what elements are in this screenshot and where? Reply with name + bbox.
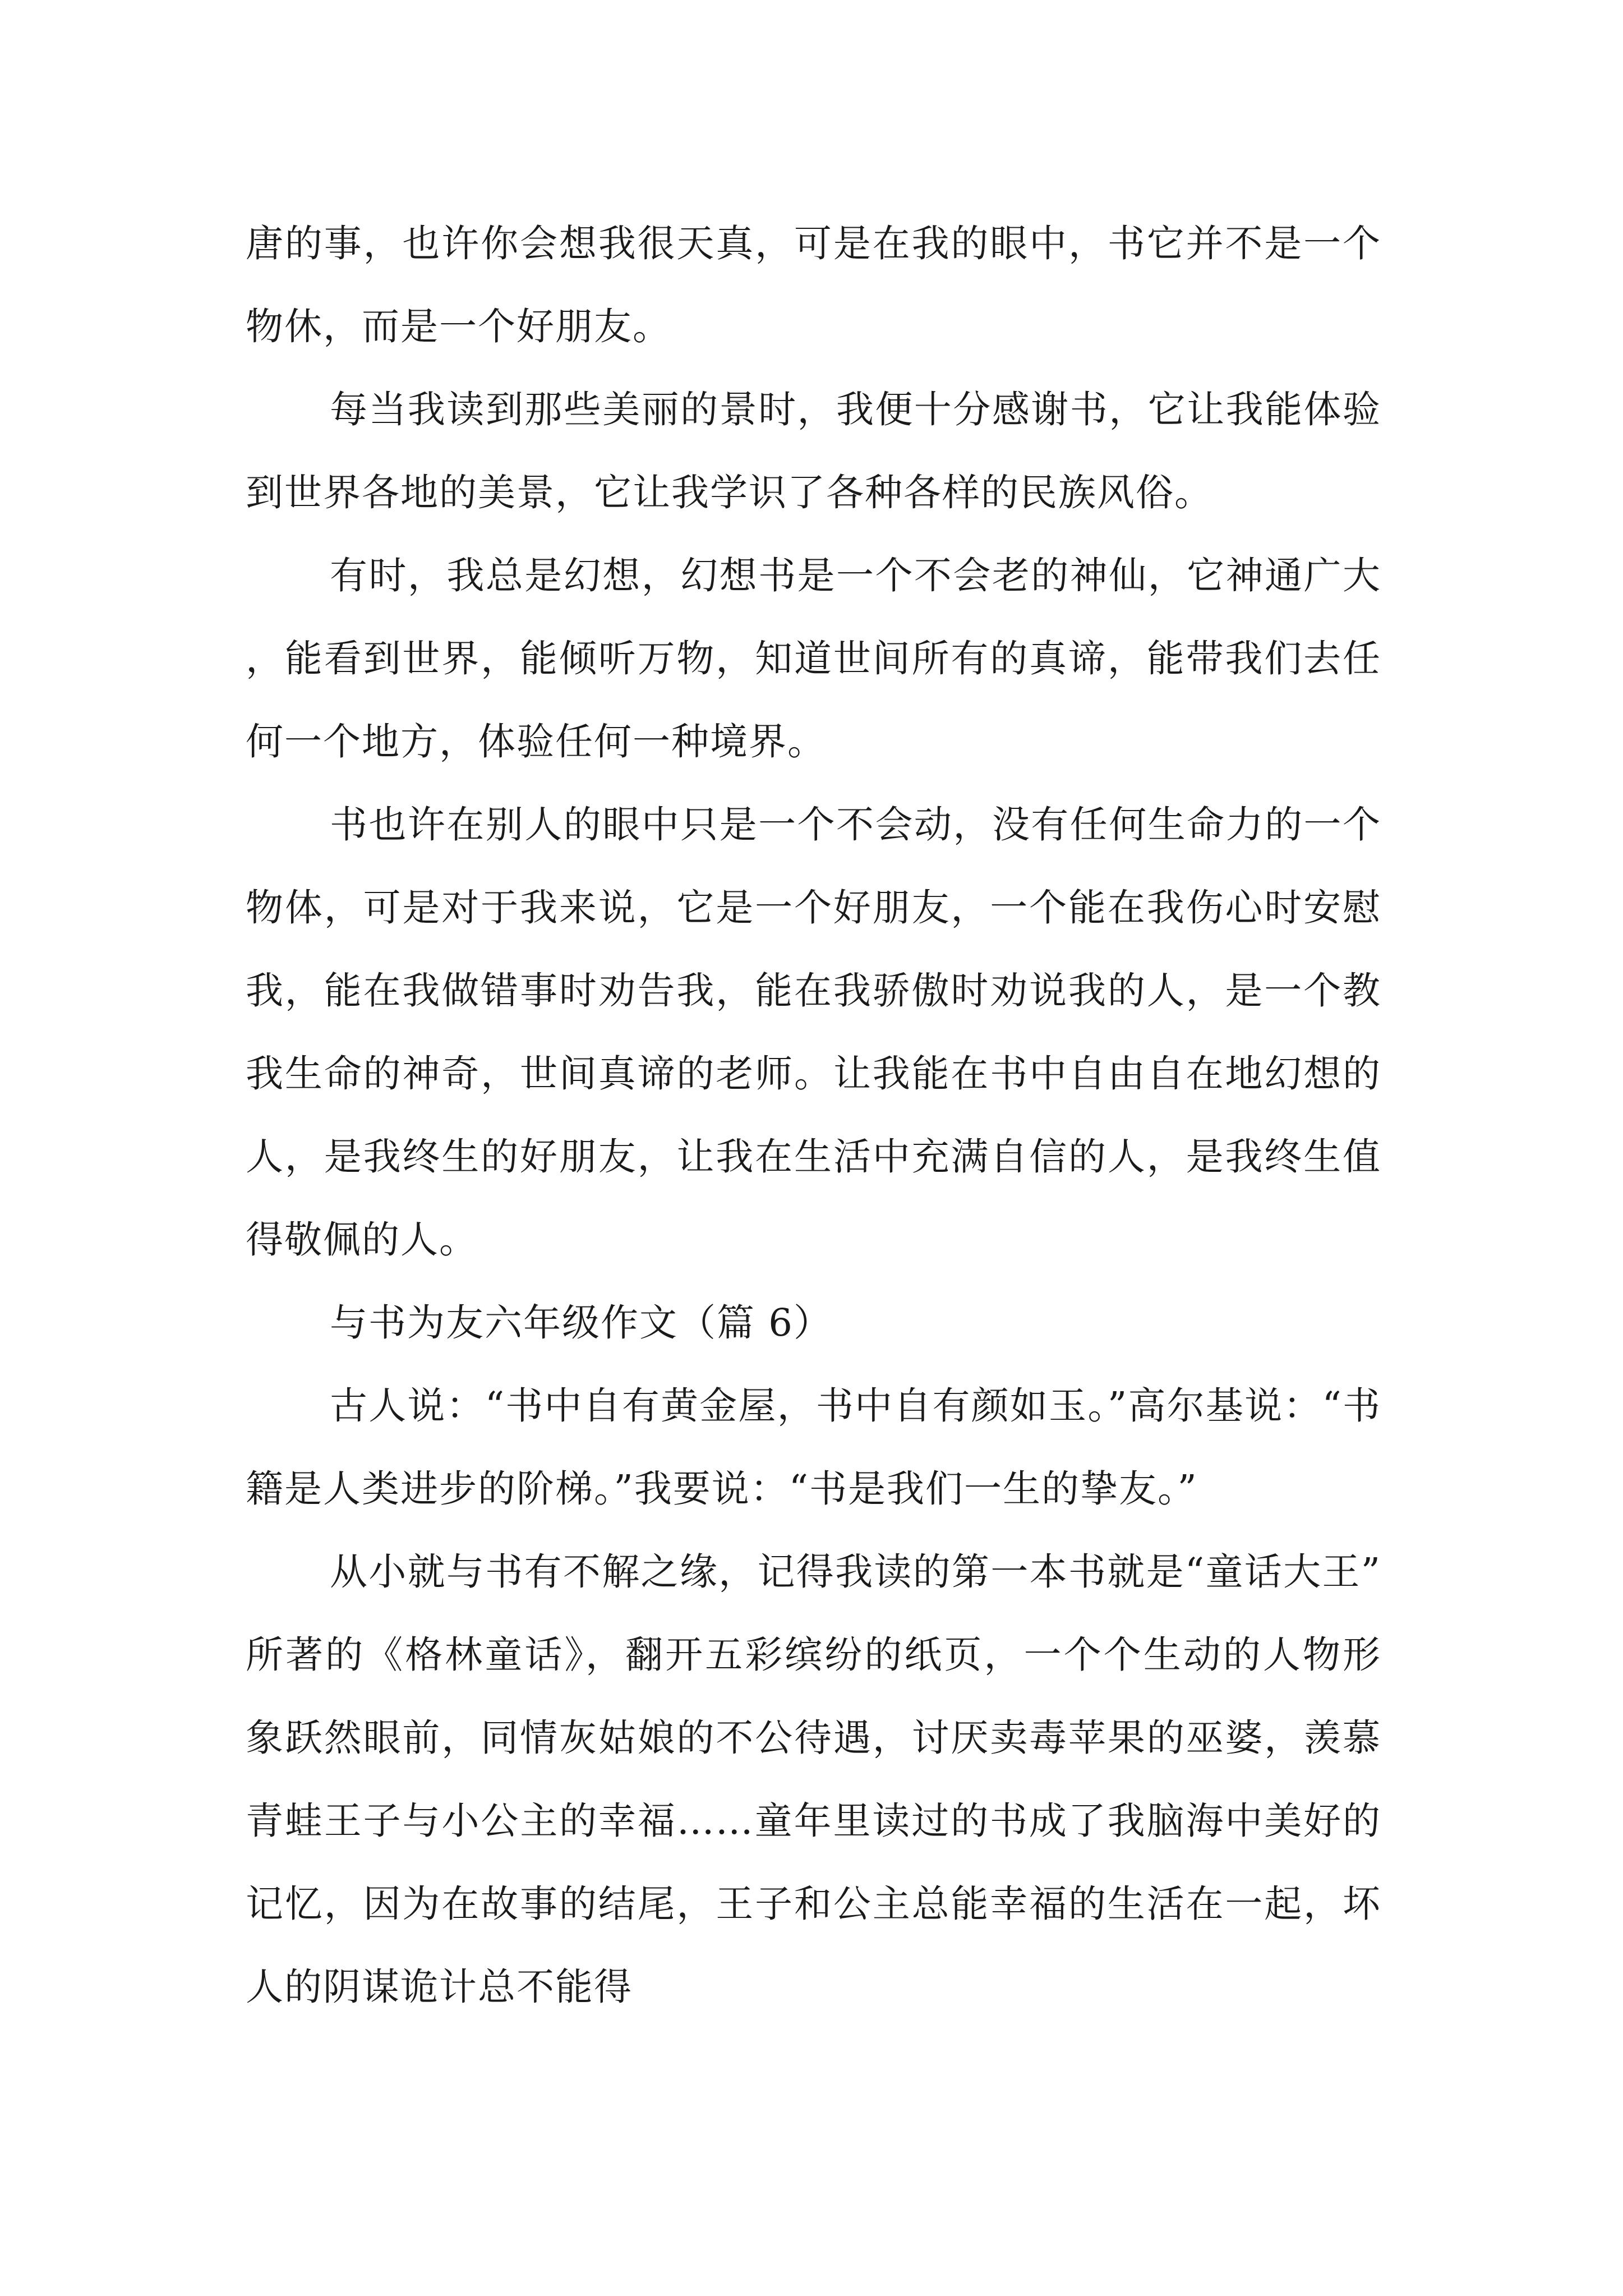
paragraph: 唐的事，也许你会想我很天真，可是在我的眼中，书它并不是一个物休，而是一个好朋友。: [246, 222, 1381, 348]
article-body: [246, 202, 1381, 2028]
paragraph: 书也许在别人的眼中只是一个不会动，没有任何生命力的一个物体，可是对于我来说，它是一个好朋友，一个能在我伤心时安慰我，能在我做错事时劝告我，能在我骄傲时劝说我的人，是一个教我生命的神奇，世间真谛的老师。让我能在书中自由自在地幻想的人，是我终生的好朋友，让我在生活中充满自信的人，是我终生值得敬佩的人。: [246, 803, 1381, 1262]
paragraph: 从小就与书有不解之缘，记得我读的第一本书就是“童话大王”所著的《格林童话》，翻开五彩缤纷的纸页，一个个生动的人物形象跃然眼前，同情灰姑娘的不公待遇，讨厌卖毒苹果的巫婆，羡慕青蛙王子与小公主的幸福……童年里读过的书成了我脑海中美好的记忆，因为在故事的结尾，王子和公主总能幸福的生活在一起，坏人的阴谋诡计总不能得: [246, 1550, 1381, 2009]
paragraph: 有时，我总是幻想，幻想书是一个不会老的神仙，它神通广大，能看到世界，能倾听万物，知道世间所有的真谛，能带我们去任何一个地方，体验任何一种境界。: [246, 554, 1381, 763]
paragraph: 古人说：“书中自有黄金屋，书中自有颜如玉。”高尔基说：“书籍是人类进步的阶梯。”我要说：“书是我们一生的挚友。”: [246, 1384, 1381, 1511]
paragraph: 每当我读到那些美丽的景时，我便十分感谢书，它让我能体验到世界各地的美景，它让我学识了各种各样的民族风俗。: [246, 388, 1381, 514]
section-heading: 与书为友六年级作文（篇 6）: [330, 1301, 832, 1345]
